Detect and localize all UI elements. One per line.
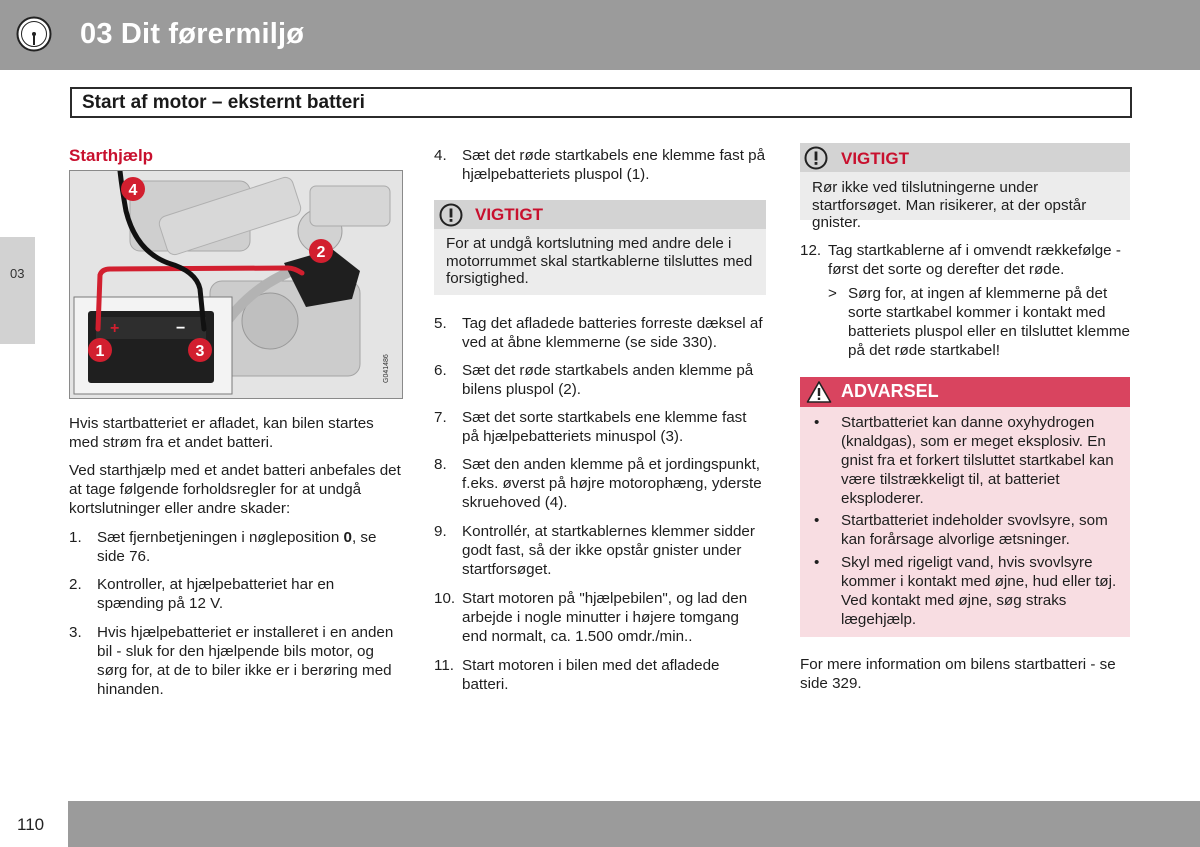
list-number: 1. <box>69 529 82 546</box>
bullet-marker: • <box>814 512 820 529</box>
chapter-title: 03 Dit førermiljø <box>80 18 305 50</box>
section-title: Start af motor – eksternt batteri <box>82 92 365 113</box>
list-text: Kontrollér, at startkablernes klemmer sidder godt fast, så der ikke opstår gnister under startforsøget. <box>462 523 755 578</box>
list-number: 12. <box>800 242 822 259</box>
gauge-icon <box>16 16 52 52</box>
callout-1: 1 <box>95 343 105 360</box>
list-text: Sæt det røde startkabels anden klemme på bilens pluspol (2). <box>462 362 754 398</box>
plus-terminal-sign: + <box>110 320 120 337</box>
important-text: Rør ikke ved tilslutningerne under startforsøget. Man risikerer, at der opstår gnister. <box>812 179 1087 231</box>
page-number: 110 <box>17 815 45 834</box>
key-position-value: 0 <box>343 529 352 546</box>
list-number: 9. <box>434 523 447 540</box>
list-number: 11. <box>434 657 454 674</box>
list-number: 5. <box>434 315 447 332</box>
callout-4: 4 <box>128 182 138 199</box>
callout-2: 2 <box>316 244 326 261</box>
important-title: VIGTIGT <box>841 149 909 168</box>
list-text: Sæt det sorte startkabels ene klemme fast på hjælpebatteriets minuspol (3). <box>462 409 747 445</box>
list-text: Start motoren på "hjælpebilen", og lad den arbejde i nogle minutter i højere tomgang end normalt, ca. 1.500 omdr./min.. <box>462 590 748 645</box>
warning-bullet-text: Startbatteriet indeholder svovlsyre, som kan forårsage alvorlige ætsninger. <box>841 512 1108 548</box>
important-text: For at undgå kortslutning med andre dele i motorrummet skal startkablerne tilsluttes med forsigtighed. <box>446 235 753 287</box>
precautions-paragraph: Ved starthjælp med et andet batteri anbefales det at tage følgende forholdsregler for at undgå kortslutninger eller andre skader: <box>69 462 401 517</box>
chapter-side-tab <box>0 237 35 344</box>
list-text: Kontroller, at hjælpebatteriet har en spænding på 12 V. <box>97 576 335 612</box>
list-text <box>97 528 401 566</box>
list-number: 6. <box>434 362 447 379</box>
list-text: Start motoren i bilen med det afladede batteri. <box>462 657 720 693</box>
list-text-part: , se side 76. <box>97 529 377 565</box>
list-number: 7. <box>434 409 447 426</box>
subheading-starthjaelp: Starthjælp <box>69 146 154 165</box>
list-text: Tag startkablerne af i omvendt rækkefølge - først det sorte og derefter det røde. <box>828 242 1121 278</box>
figure-code: G041486 <box>383 354 390 383</box>
exclamation-icon <box>804 146 828 175</box>
warning-bullet-text: Skyl med rigeligt vand, hvis svovlsyre kommer i kontakt med øjne, hud eller tøj. Ved kontakt med øjne, søg straks lægehjælp. <box>841 554 1117 628</box>
list-text: Sæt det røde startkabels ene klemme fast på hjælpebatteriets pluspol (1). <box>462 147 766 183</box>
side-tab-label: 03 <box>10 266 25 281</box>
warning-triangle-icon <box>806 380 832 409</box>
callout-3: 3 <box>195 343 205 360</box>
bullet-marker: • <box>814 414 820 431</box>
more-info-paragraph: For mere information om bilens startbatteri - se side 329. <box>800 656 1116 692</box>
important-title: VIGTIGT <box>475 205 543 224</box>
warning-title: ADVARSEL <box>841 381 939 401</box>
list-number: 4. <box>434 147 447 164</box>
list-number: 2. <box>69 576 82 593</box>
list-text: Hvis hjælpebatteriet er installeret i en anden bil - sluk for den hjælpende bils motor, og sørg for, at de to biler ikke er i berøring med hinanden. <box>97 624 394 698</box>
sub-list-text: Sørg for, at ingen af klemmerne på det sorte startkabel kommer i kontakt med batteriets pluspol eller en tilsluttet klemme på det røde startkabel! <box>848 285 1130 359</box>
jump-start-illustration <box>69 170 403 399</box>
section-title-box <box>70 87 1132 118</box>
list-number: 8. <box>434 456 447 473</box>
list-text: Tag det afladede batteries forreste dæksel af ved at åbne klemmerne (se side 330). <box>462 315 763 351</box>
sub-list-marker: > <box>828 285 837 302</box>
footer-bar <box>68 801 1200 847</box>
list-number: 3. <box>69 624 82 641</box>
list-text: Sæt den anden klemme på et jordingspunkt, f.eks. øverst på højre motorophæng, yderste skruehoved (4). <box>462 456 762 511</box>
list-text-part: Sæt fjernbetjeningen i nøgleposition <box>97 529 344 546</box>
bullet-marker: • <box>814 554 820 571</box>
minus-terminal-sign: − <box>176 320 186 337</box>
list-number: 10. <box>434 590 456 607</box>
exclamation-icon <box>439 203 463 232</box>
intro-paragraph: Hvis startbatteriet er afladet, kan bilen startes med strøm fra et andet batteri. <box>69 415 374 451</box>
warning-bullet-text: Startbatteriet kan danne oxyhydrogen (knaldgas), som er meget eksplosiv. En gnist fra et forkert tilsluttet startkabel kan være tilstrækkeligt til, at batteriet eksploderer. <box>841 414 1114 507</box>
